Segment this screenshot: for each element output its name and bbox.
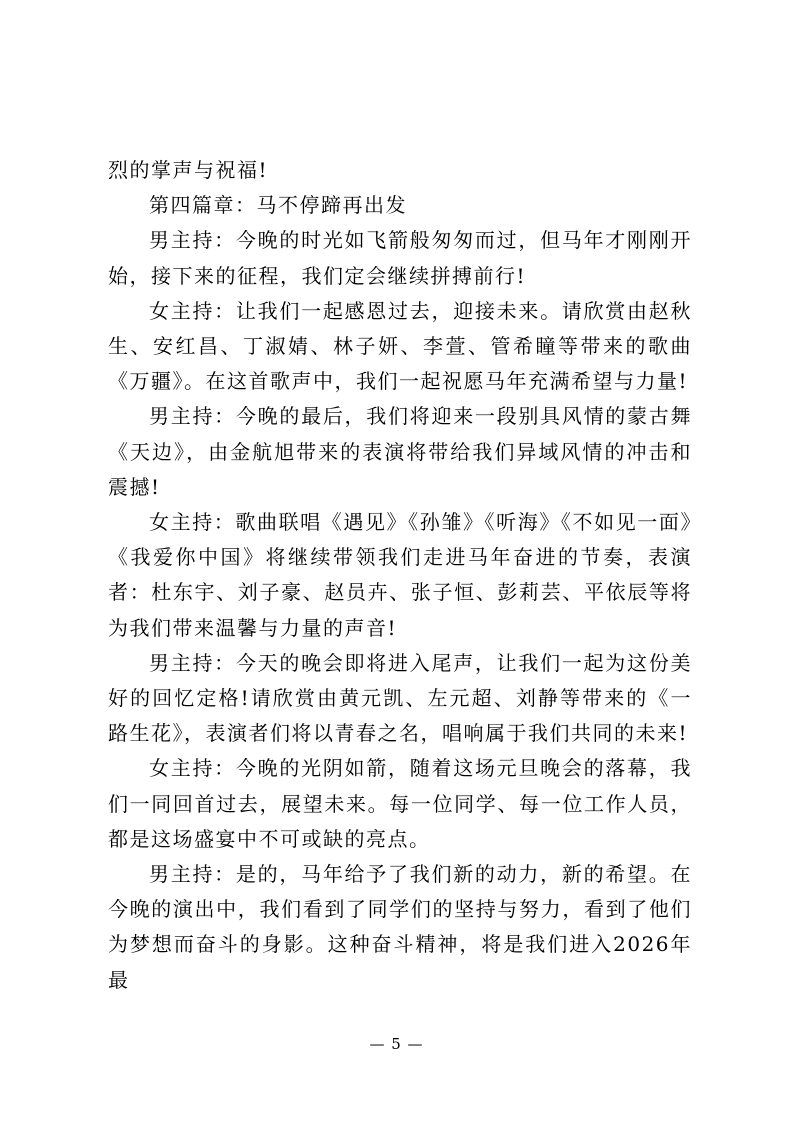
paragraph-3: 男主持：今晚的时光如飞箭般匆匆而过，但马年才刚刚开始，接下来的征程，我们定会继续拼搏前行! [108, 228, 692, 288]
paragraph-5: 男主持：今晚的最后，我们将迎来一段别具风情的蒙古舞《天边》，由金航旭带来的表演将带给我们异域风情的冲击和震撼! [108, 404, 692, 499]
paragraph-2-section-heading: 第四篇章：马不停蹄再出发 [149, 193, 407, 218]
paragraph-9: 男主持：是的，马年给予了我们新的动力，新的希望。在今晚的演出中，我们看到了同学们的坚持与努力，看到了他们为梦想而奋斗的身影。这种奋斗精神，将是我们进入2026年最 [108, 862, 692, 992]
paragraph-8: 女主持：今晚的光阴如箭，随着这场元旦晚会的落幕，我们一同回首过去，展望未来。每一位同学、每一位工作人员，都是这场盛宴中不可或缺的亮点。 [108, 756, 692, 851]
body-text [108, 153, 692, 998]
paragraph-1: 烈的掌声与祝福! [108, 158, 269, 182]
paragraph-4: 女主持：让我们一起感恩过去，迎接未来。请欣赏由赵秋生、安红昌、丁淑婧、林子妍、李萱、管希瞳等带来的歌曲《万疆》。在这首歌声中，我们一起祝愿马年充满希望与力量! [108, 298, 692, 394]
paragraph-7: 男主持：今天的晚会即将进入尾声，让我们一起为这份美好的回忆定格!请欣赏由黄元凯、左元超、刘静等带来的《一路生花》，表演者们将以青春之名，唱响属于我们共同的未来! [108, 650, 692, 746]
paragraph-6: 女主持：歌曲联唱《遇见》《孙雏》《听海》《不如见一面》《我爱你中国》将继续带领我们走进马年奋进的节奏，表演者：杜东宇、刘子豪、赵员卉、张子恒、彭莉芸、平依辰等将为我们带来温馨与力量的声音! [108, 510, 692, 640]
page-number: — 5 — [369, 1035, 424, 1053]
